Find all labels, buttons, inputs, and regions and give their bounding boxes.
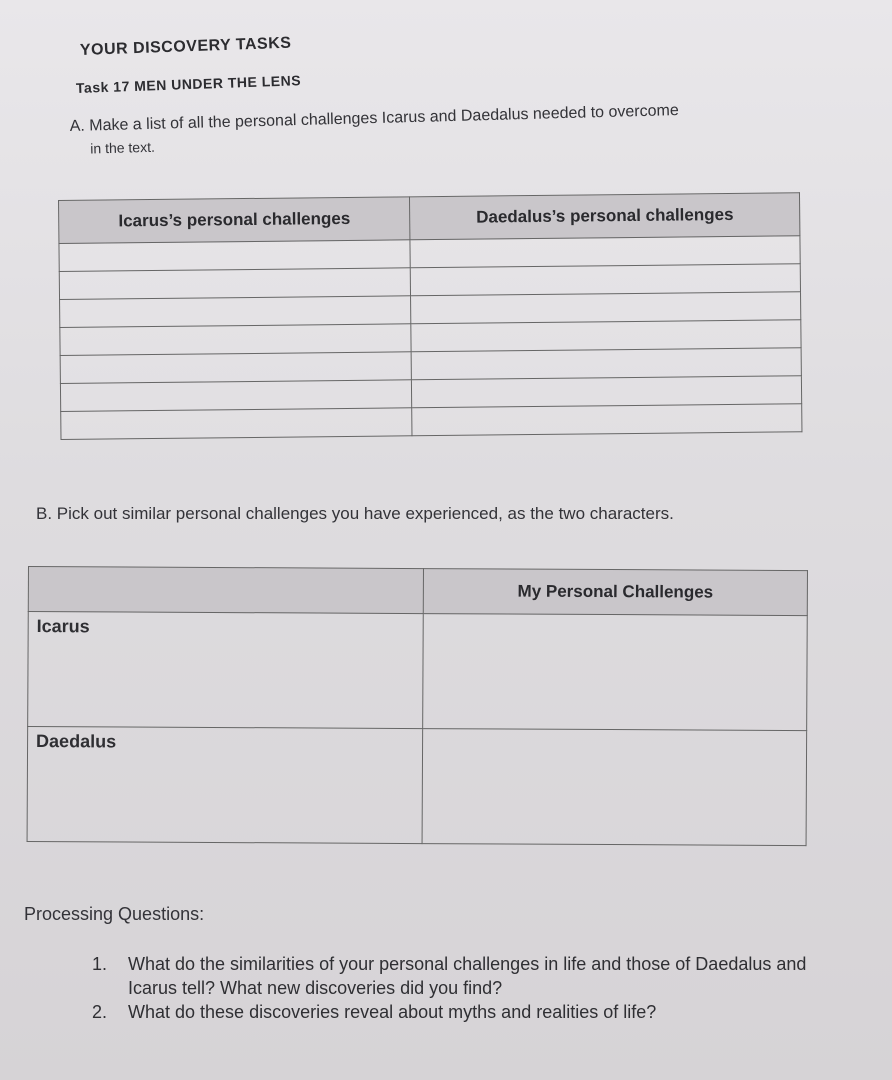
personal-challenges-table (27, 566, 808, 846)
blank-cell[interactable] (410, 236, 800, 268)
question-number: 2. (92, 1002, 108, 1022)
question-number: 1. (92, 954, 108, 974)
question-item (92, 1000, 822, 1024)
instruction-a-line1: A. Make a list of all the personal challenges Icarus and Daedalus needed to overcome (69, 102, 679, 136)
blank-cell[interactable] (422, 729, 807, 846)
empty-header-cell (28, 567, 423, 614)
question-item (92, 952, 822, 1000)
column-header-icarus: Icarus’s personal challenges (59, 197, 411, 244)
blank-cell[interactable] (423, 614, 808, 731)
instruction-a (69, 97, 810, 160)
page-title: YOUR DISCOVERY TASKS (79, 34, 292, 59)
column-header-my-challenges: My Personal Challenges (423, 569, 807, 616)
blank-cell[interactable] (411, 348, 801, 380)
table-row (28, 612, 808, 731)
blank-cell[interactable] (412, 404, 802, 436)
blank-cell[interactable] (59, 268, 411, 300)
blank-cell[interactable] (60, 352, 412, 384)
row-label-daedalus: Daedalus (27, 727, 423, 844)
table-header-row (59, 193, 800, 244)
instruction-b: B. Pick out similar personal challenges you have experienced, as the two characters. (36, 504, 674, 523)
table-row (27, 727, 807, 846)
blank-cell[interactable] (60, 324, 412, 356)
blank-cell[interactable] (412, 376, 802, 408)
blank-cell[interactable] (411, 292, 801, 324)
task-title: Task 17 MEN UNDER THE LENS (75, 72, 302, 96)
blank-cell[interactable] (60, 296, 412, 328)
blank-cell[interactable] (411, 320, 801, 352)
blank-cell[interactable] (61, 408, 413, 440)
blank-cell[interactable] (410, 264, 800, 296)
blank-cell[interactable] (59, 240, 411, 272)
processing-questions-title: Processing Questions: (24, 904, 205, 924)
table-header-row (28, 567, 807, 616)
challenges-table (58, 192, 802, 440)
row-label-icarus: Icarus (28, 612, 424, 729)
question-text: What do the similarities of your personal challenges in life and those of Daedalus and Icarus tell? What new discoveries did you find? (128, 954, 807, 998)
blank-cell[interactable] (60, 380, 412, 412)
instruction-a-line2: in the text. (90, 138, 156, 157)
question-text: What do these discoveries reveal about myths and realities of life? (128, 1002, 657, 1022)
column-header-daedalus: Daedalus’s personal challenges (410, 193, 800, 240)
